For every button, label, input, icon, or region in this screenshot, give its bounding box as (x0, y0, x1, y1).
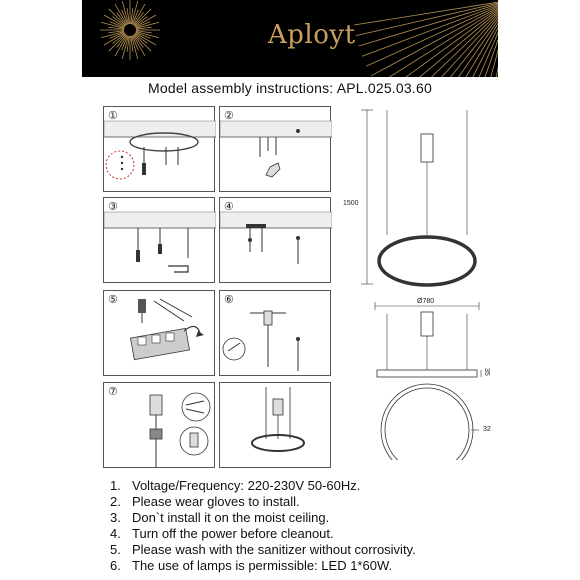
instruction-item: 4. Turn off the power before cleanout. (110, 526, 334, 541)
step-1-illustration (104, 107, 216, 193)
step-number: ⑤ (108, 294, 118, 306)
brand-logo-text: Aployt (268, 20, 356, 50)
step-6-illustration (220, 291, 332, 377)
step-panel-5 (103, 290, 215, 376)
step-5-illustration (104, 291, 216, 377)
instruction-item: 2. Please wear gloves to install. (110, 494, 300, 509)
instruction-item: 6. The use of lamps is permissible: LED 1*60W. (110, 558, 393, 573)
step-panel-3 (103, 197, 215, 283)
dim-diameter-label: Ø780 (417, 298, 435, 305)
instructions-list (110, 478, 416, 574)
brand-banner (82, 0, 498, 77)
instruction-item: 5. Please wash with the sanitizer without corrosivity. (110, 542, 416, 557)
step-number: ② (224, 110, 234, 122)
step-2-illustration (220, 107, 332, 193)
dimension-lines (355, 100, 505, 460)
instruction-item: 1. Voltage/Frequency: 220-230V 50-60Hz. (110, 478, 361, 493)
step-number: ⑥ (224, 294, 234, 306)
step-number: ④ (224, 201, 234, 213)
step-panel-7 (103, 382, 215, 468)
step-7-illustration (104, 383, 216, 469)
instruction-item: 3. Don`t install it on the moist ceiling. (110, 510, 330, 525)
step-panel-2 (219, 106, 331, 192)
step-panel-4 (219, 197, 331, 283)
step-panel-1 (103, 106, 215, 192)
dim-ring-width-label: 32 (483, 426, 491, 433)
assembled-lamp-illustration (220, 383, 332, 469)
step-3-illustration (104, 198, 216, 284)
dim-ring-height-label: 35 (483, 368, 490, 376)
step-number: ③ (108, 201, 118, 213)
step-panel-final (219, 382, 331, 468)
step-4-illustration (220, 198, 332, 284)
step-panel-6 (219, 290, 331, 376)
step-number: ① (108, 110, 118, 122)
dim-height-label: 1500 (343, 200, 359, 207)
document-title: Model assembly instructions: APL.025.03.60 (148, 80, 432, 96)
step-number: ⑦ (108, 386, 118, 398)
dimension-drawings (343, 100, 505, 460)
